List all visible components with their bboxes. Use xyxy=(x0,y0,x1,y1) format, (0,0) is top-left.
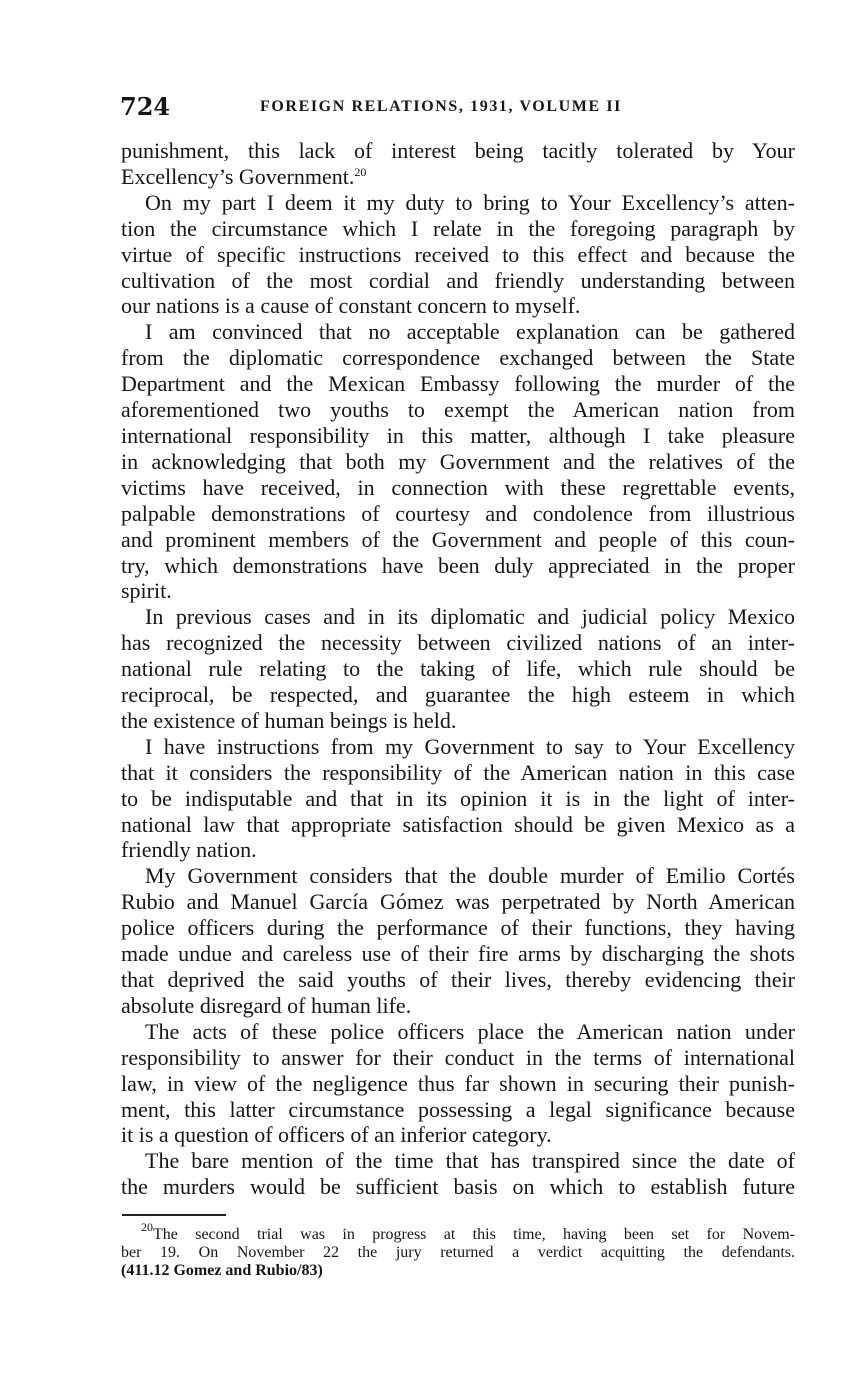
footnote-text: The second trial was in progress at this time, having been set for Novem- xyxy=(153,1226,795,1243)
text-line: Department and the Mexican Embassy following the murder of the xyxy=(121,371,795,397)
text-line: reciprocal, be respected, and guarantee the high esteem in which xyxy=(121,682,795,708)
footnote xyxy=(121,1220,795,1280)
page-number: 724 xyxy=(120,92,171,121)
text-line: made undue and careless use of their fire arms by discharging the shots xyxy=(121,941,795,967)
text-line: law, in view of the negligence thus far shown in securing their punish- xyxy=(121,1070,795,1096)
text-line: national rule relating to the taking of life, which rule should be xyxy=(121,656,795,682)
text-line: our nations is a cause of constant concern to myself. xyxy=(121,293,581,319)
text-line: My Government considers that the double murder of Emilio Cortés xyxy=(145,863,795,889)
text-line: ment, this latter circumstance possessing a legal significance because xyxy=(121,1096,795,1122)
paragraph-8 xyxy=(121,1148,795,1200)
paragraph-5 xyxy=(121,734,795,864)
text-line: that deprived the said youths of their lives, thereby evidencing their xyxy=(121,967,795,992)
text-line: that it considers the responsibility of the American nation in this case xyxy=(121,759,795,785)
paragraph-7 xyxy=(121,1019,795,1149)
text-line: to be indisputable and that in its opinion it is in the light of inter- xyxy=(121,785,795,811)
text-line: spirit. xyxy=(121,578,172,604)
text-line: police officers during the performance of their functions, they having xyxy=(121,915,795,941)
text-line xyxy=(121,164,795,190)
footnote-marker: 20 xyxy=(141,1220,153,1234)
text-line: The acts of these police officers place the American nation under xyxy=(145,1018,795,1044)
running-title: FOREIGN RELATIONS, 1931, VOLUME II xyxy=(260,98,622,115)
text-line: victims have received, in connection with these regrettable events, xyxy=(121,474,795,500)
text-line: has recognized the necessity between civilized nations of an inter- xyxy=(121,630,795,656)
footnote-line xyxy=(121,1220,795,1244)
text-line: try, which demonstrations have been duly appreciated in the proper xyxy=(121,552,795,578)
text-line: it is a question of officers of an inferior category. xyxy=(121,1122,552,1148)
footnote-reference: 20 xyxy=(354,164,367,179)
text-line: cultivation of the most cordial and friendly understanding between xyxy=(121,267,795,293)
footnote-citation: (411.12 Gomez and Rubio/83) xyxy=(121,1262,323,1279)
text-line: The bare mention of the time that has transpired since the date of xyxy=(145,1148,795,1174)
paragraph-2 xyxy=(121,190,795,320)
text-line: from the diplomatic correspondence exchanged between the State xyxy=(121,345,795,371)
text-line: absolute disregard of human life. xyxy=(121,992,412,1018)
text-line: In previous cases and in its diplomatic and judicial policy Mexico xyxy=(145,604,795,630)
text-line: the existence of human beings is held. xyxy=(121,707,457,733)
paragraph-1 xyxy=(121,138,795,190)
text-line: responsibility to answer for their conduct in the terms of international xyxy=(121,1044,795,1070)
text-line: international responsibility in this matter, although I take pleasure xyxy=(121,422,795,448)
footnote-divider xyxy=(122,1214,226,1216)
footnote-line: ber 19. On November 22 the jury returned a verdict acquitting the defendants. xyxy=(121,1244,795,1261)
text-line: I am convinced that no acceptable explanation can be gathered xyxy=(145,319,795,345)
text-line: Rubio and Manuel García Gómez was perpetrated by North American xyxy=(121,889,795,915)
text-line: in acknowledging that both my Government and the relatives of the xyxy=(121,448,795,474)
text-line: and prominent members of the Government and people of this coun- xyxy=(121,526,795,552)
text-line: virtue of specific instructions received to this effect and because the xyxy=(121,241,795,267)
text-line-content: Excellency’s Government. xyxy=(121,163,355,189)
text-line: punishment, this lack of interest being tacitly tolerated by Your xyxy=(121,138,795,163)
text-line: national law that appropriate satisfaction should be given Mexico as a xyxy=(121,811,795,837)
text-line: palpable demonstrations of courtesy and condolence from illustrious xyxy=(121,500,795,526)
paragraph-4 xyxy=(121,604,795,734)
text-line: tion the circumstance which I relate in the foregoing paragraph by xyxy=(121,215,795,241)
page-header xyxy=(120,92,800,122)
body-text xyxy=(121,138,795,1200)
paragraph-6 xyxy=(121,863,795,1018)
text-line: aforementioned two youths to exempt the American nation from xyxy=(121,397,795,423)
text-line: friendly nation. xyxy=(121,837,257,863)
paragraph-3 xyxy=(121,319,795,604)
text-line: the murders would be sufficient basis on which to establish future xyxy=(121,1174,795,1200)
text-line: On my part I deem it my duty to bring to Your Excellency’s atten- xyxy=(145,189,795,215)
text-line: I have instructions from my Government to say to Your Excellency xyxy=(145,733,795,759)
